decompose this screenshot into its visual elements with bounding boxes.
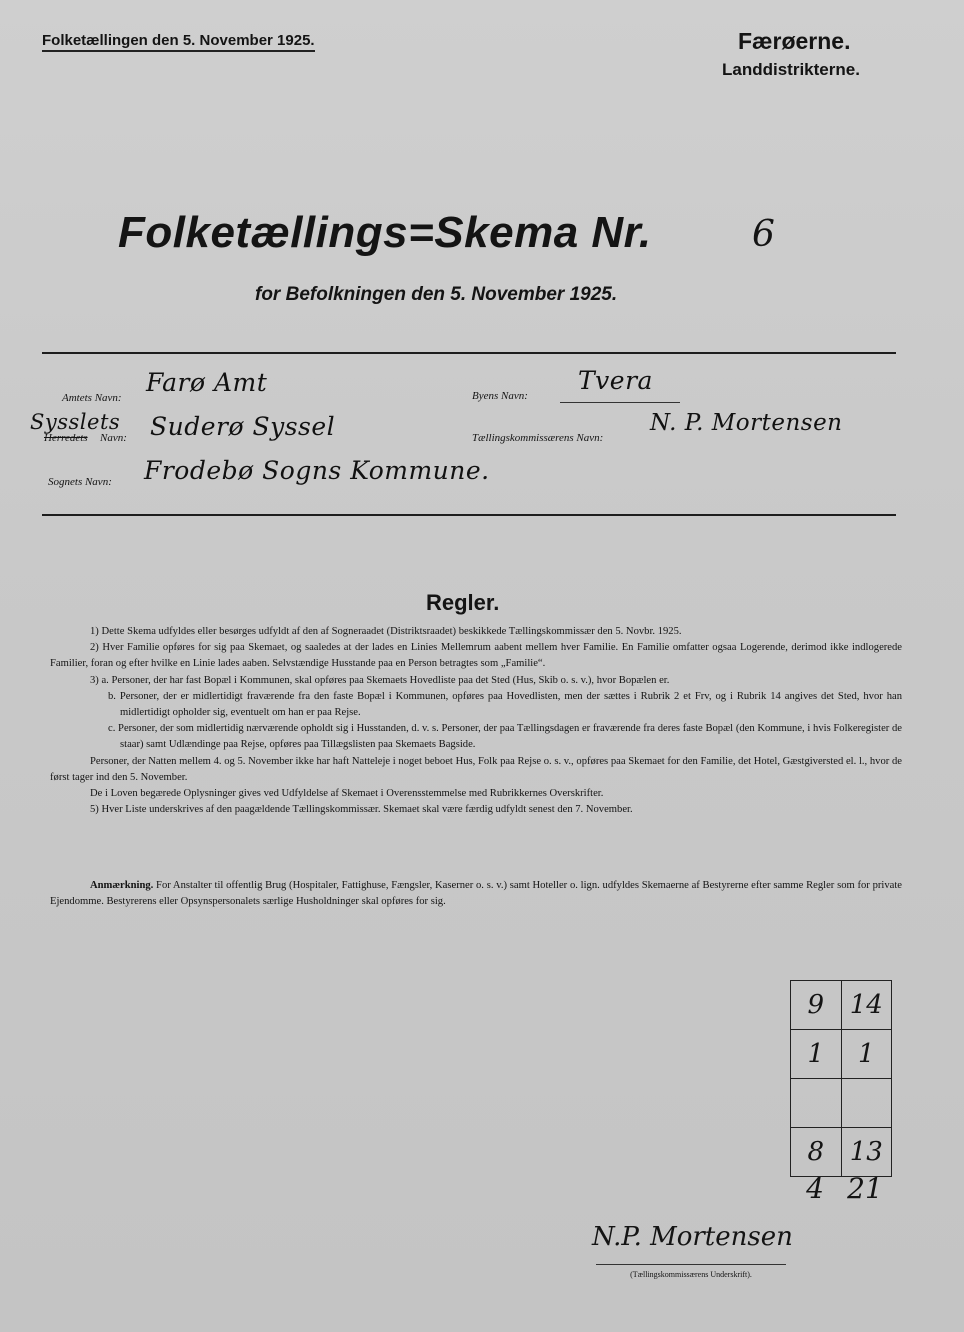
form-title: Folketællings=Skema Nr.	[118, 208, 652, 257]
signature-caption: (Tællingskommissærens Underskrift).	[630, 1270, 752, 1279]
tally-totals	[790, 1172, 890, 1205]
amt-value: Farø Amt	[146, 368, 268, 397]
note-label: Anmærkning.	[90, 880, 154, 891]
tally-cell	[791, 1079, 841, 1127]
tally-row	[791, 981, 891, 1030]
tally-total-right: 21	[847, 1172, 883, 1205]
bottom-divider	[42, 514, 896, 516]
tally-cell: 14	[841, 981, 892, 1029]
regler-heading: Regler.	[426, 590, 500, 615]
note-section	[50, 878, 902, 910]
rules-section	[50, 624, 902, 818]
rule-2: 2) Hver Familie opføres for sig paa Skemaet, og saaledes at der lades en Linies Mellemrum aabent mellem hver Familie. En Familie omfatter ogsaa Logerende, derimod ikke indlogerede Familier, foran og efter hvilke en Linie lades aaben. Selvstændige Husstande paa en Person betragtes som „Familie“.	[50, 642, 902, 670]
tally-cell	[841, 1079, 892, 1127]
rule-3c: c. Personer, der som midlertidig nærværende opholdt sig i Husstanden, d. v. s. Personer, der paa Tællingsdagen er fraværende fra deres faste Bopæl (den Kommune, i hvis Folkeregister de staar) samt Udlændinge paa Rejse, opføres paa Tillægslisten paa Skemaets Bagside.	[108, 723, 902, 751]
amt-label: Amtets Navn:	[62, 392, 122, 404]
by-label: Byens Navn:	[472, 390, 528, 402]
tally-row	[791, 1128, 891, 1176]
kommissaer-label: Tællingskommissærens Navn:	[472, 432, 604, 444]
rule-3b: b. Personer, der er midlertidigt fraværende fra den faste Bopæl i Kommunen, opføres paa Hovedlisten, men der sættes i Rubrik 2 et Frv, og i Rubrik 14 angives det Sted, hvor han midlertidigt opholder sig, eventuelt om han er paa Rejse.	[108, 690, 902, 719]
rule-1: 1) Dette Skema udfyldes eller besørges udfyldt af den af Sogneraadet (Distriktsraadet) beskikkede Tællingskommissær den 5. Novbr. 1925.	[90, 626, 682, 637]
rule-6: 5) Hver Liste underskrives af den paagældende Tællingskommissær. Skemaet skal være færdig udfyldt senest den 7. November.	[90, 804, 633, 816]
header-left-date: Folketællingen den 5. November 1925.	[42, 32, 315, 52]
form-number: 6	[752, 214, 775, 255]
tally-cell: 8	[807, 1137, 825, 1167]
tally-row	[791, 1079, 891, 1128]
header-district: Landdistrikterne.	[722, 60, 860, 79]
note-text: For Anstalter til offentlig Brug (Hospitaler, Fattighuse, Fængsler, Kaserner o. s. v.) samt Hoteller o. lign. udfyldes Skemaerne af Bestyrerne efter samme Regler som for private Ejendomme. Bestyrerens eller Opsynspersonalets særlige Husholdninger skal opføres for sig.	[50, 880, 902, 907]
kommissaer-value: N. P. Mortensen	[650, 410, 843, 436]
herred-label-handwritten: Sysslets	[30, 410, 121, 434]
tally-cell: 9	[807, 990, 825, 1020]
rule-3a: 3) a. Personer, der har fast Bopæl i Kommunen, skal opføres paa Skemaets Hovedliste paa det Sted (Hus, Skib o. s. v.), hvor Bopælen er.	[90, 674, 670, 686]
header-region: Færøerne.	[738, 28, 851, 54]
rule-4: Personer, der Natten mellem 4. og 5. November ikke har haft Natteleje i noget beboet Hus, Folk paa Rejse o. s. v., opføres paa Skemaet for den Familie, det Hotel, Gæstgiversted el. l., hvor de først tager ind den 5. November.	[50, 755, 902, 783]
herred-label-suffix: Navn:	[100, 432, 127, 444]
by-underline	[560, 402, 680, 403]
top-divider	[42, 352, 896, 354]
tally-row	[791, 1030, 891, 1079]
by-value: Tvera	[578, 366, 653, 395]
signature: N.P. Mortensen	[592, 1222, 793, 1252]
form-subtitle: for Befolkningen den 5. November 1925.	[255, 284, 618, 305]
tally-cell: 13	[841, 1128, 892, 1176]
tally-cell: 1	[807, 1039, 825, 1069]
tally-box	[790, 980, 892, 1177]
signature-line	[596, 1264, 786, 1265]
rule-5: De i Loven begærede Oplysninger gives ved Udfyldelse af Skemaet i Overensstemmelse med Rubrikkernes Overskrifter.	[90, 788, 604, 800]
sogn-label: Sognets Navn:	[48, 476, 112, 488]
sogn-value: Frodebø Sogns Kommune.	[144, 456, 490, 485]
herred-value: Suderø Syssel	[150, 412, 336, 441]
herred-label-struck: Herredets	[44, 432, 88, 444]
tally-total-left: 4	[806, 1172, 824, 1205]
tally-cell: 1	[841, 1030, 892, 1078]
